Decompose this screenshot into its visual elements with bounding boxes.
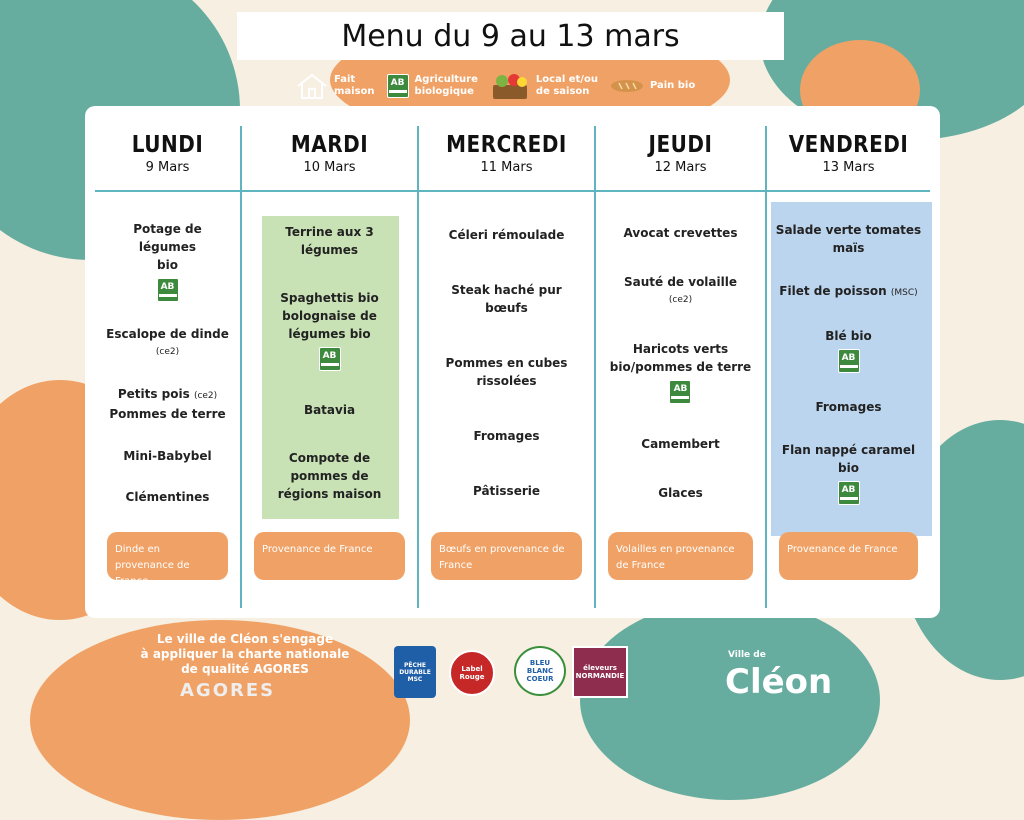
day-column-jeudi: [596, 126, 765, 608]
legend-label: de saison: [535, 86, 590, 97]
day-name: LUNDI: [131, 130, 204, 158]
dish-item: Petits pois (ce2) Pommes de terre: [109, 386, 226, 421]
day-name: VENDREDI: [788, 130, 909, 158]
dish-item: Blé bio AB: [817, 327, 880, 373]
legend-label: Agriculture: [414, 74, 478, 85]
label-rouge-logo: Label Rouge: [449, 650, 495, 696]
dish-item: Clémentines: [125, 490, 210, 505]
dish-item: Céleri rémoulade: [448, 228, 565, 243]
dish-item: Avocat crevettes: [623, 225, 738, 240]
ville-de-label: Ville de: [728, 650, 766, 660]
legend: [296, 64, 695, 108]
day-column-vendredi: [767, 126, 930, 608]
dish-item: Fromages: [815, 400, 882, 415]
house-icon: [296, 72, 328, 100]
bread-icon: [610, 78, 644, 94]
day-column-lundi: [95, 126, 240, 608]
legend-agriculture-bio: [387, 74, 478, 98]
day-date: 10 Mars: [303, 160, 356, 175]
ab-icon: AB: [838, 481, 860, 505]
day-name: MERCREDI: [446, 130, 567, 158]
basket-icon: [490, 71, 530, 101]
ab-icon: AB: [669, 380, 691, 404]
ab-icon: AB: [387, 74, 409, 98]
dish-item: Pâtisserie: [472, 483, 540, 498]
agores-commitment: Le ville de Cléon s'engage à appliquer la charte nationale de qualité AGORES: [140, 632, 350, 676]
dish-item: Salade verte tomates maïs: [775, 222, 922, 255]
eleveurs-normandie-logo: éleveurs NORMANDIE: [572, 646, 628, 698]
day-name: MARDI: [290, 130, 369, 158]
day-date: 13 Mars: [822, 160, 875, 175]
dish-item: Potage de légumes bio AB: [95, 220, 240, 302]
day-column-mercredi: [419, 126, 594, 608]
dish-item: Compote de pommes de régions maison: [277, 451, 382, 501]
agores-logo: AGORES: [180, 680, 276, 701]
ab-icon: AB: [157, 278, 179, 302]
provenance-badge: Provenance de France: [254, 532, 405, 580]
legend-label: maison: [334, 86, 375, 97]
legend-label: Pain bio: [649, 80, 696, 91]
dish-item: Escalope de dinde (ce2): [106, 327, 229, 358]
dish-list: [596, 204, 765, 522]
dish-item: Sauté de volaille (ce2): [624, 274, 737, 305]
dish-item: Filet de poisson (MSC): [779, 283, 918, 298]
dish-item: Flan nappé caramel bio AB: [774, 441, 923, 505]
day-date: 11 Mars: [480, 160, 533, 175]
provenance-badge: Volailles en provenance de France: [608, 532, 753, 580]
legend-fait-maison: [296, 72, 375, 100]
dish-item: Steak haché pur bœufs: [451, 283, 562, 316]
ab-icon: AB: [838, 349, 860, 373]
dish-item: Glaces: [658, 486, 703, 501]
day-date: 9 Mars: [145, 160, 190, 175]
bleu-blanc-coeur-logo: BLEU BLANC COEUR: [514, 646, 566, 696]
msc-logo: PÊCHE DURABLE MSC: [394, 646, 436, 698]
legend-label: biologique: [414, 86, 474, 97]
legend-local-saison: [490, 71, 598, 101]
dish-item: Terrine aux 3 légumes: [285, 225, 374, 257]
provenance-badge: Provenance de France: [779, 532, 918, 580]
provenance-badge: Dinde en provenance de France: [107, 532, 228, 580]
day-date: 12 Mars: [654, 160, 707, 175]
provenance-badge: Bœufs en provenance de France: [431, 532, 582, 580]
dish-list: [419, 204, 594, 522]
dish-list: [95, 204, 240, 522]
dish-list: [767, 204, 930, 522]
dish-item: Batavia: [303, 403, 356, 417]
menu-title: Menu du 9 au 13 mars: [237, 12, 784, 60]
legend-label: Fait: [334, 74, 356, 85]
dish-item: Pommes en cubes rissolées: [445, 355, 568, 388]
day-name: JEUDI: [648, 130, 713, 158]
dish-list: [242, 204, 417, 522]
legend-pain-bio: [610, 78, 695, 94]
dish-item: Spaghettis bio bolognaise de légumes bio AB: [272, 289, 386, 371]
dish-item: Fromages: [473, 428, 540, 443]
ab-icon: AB: [319, 347, 341, 371]
day-column-mardi: [242, 126, 417, 608]
legend-label: Local et/ou: [535, 74, 598, 85]
dish-item: Mini-Babybel: [123, 448, 212, 463]
dish-item: Haricots verts bio/pommes de terre AB: [602, 340, 759, 404]
cleon-logo: Cléon: [725, 662, 833, 702]
dish-item: Camembert: [641, 437, 720, 452]
